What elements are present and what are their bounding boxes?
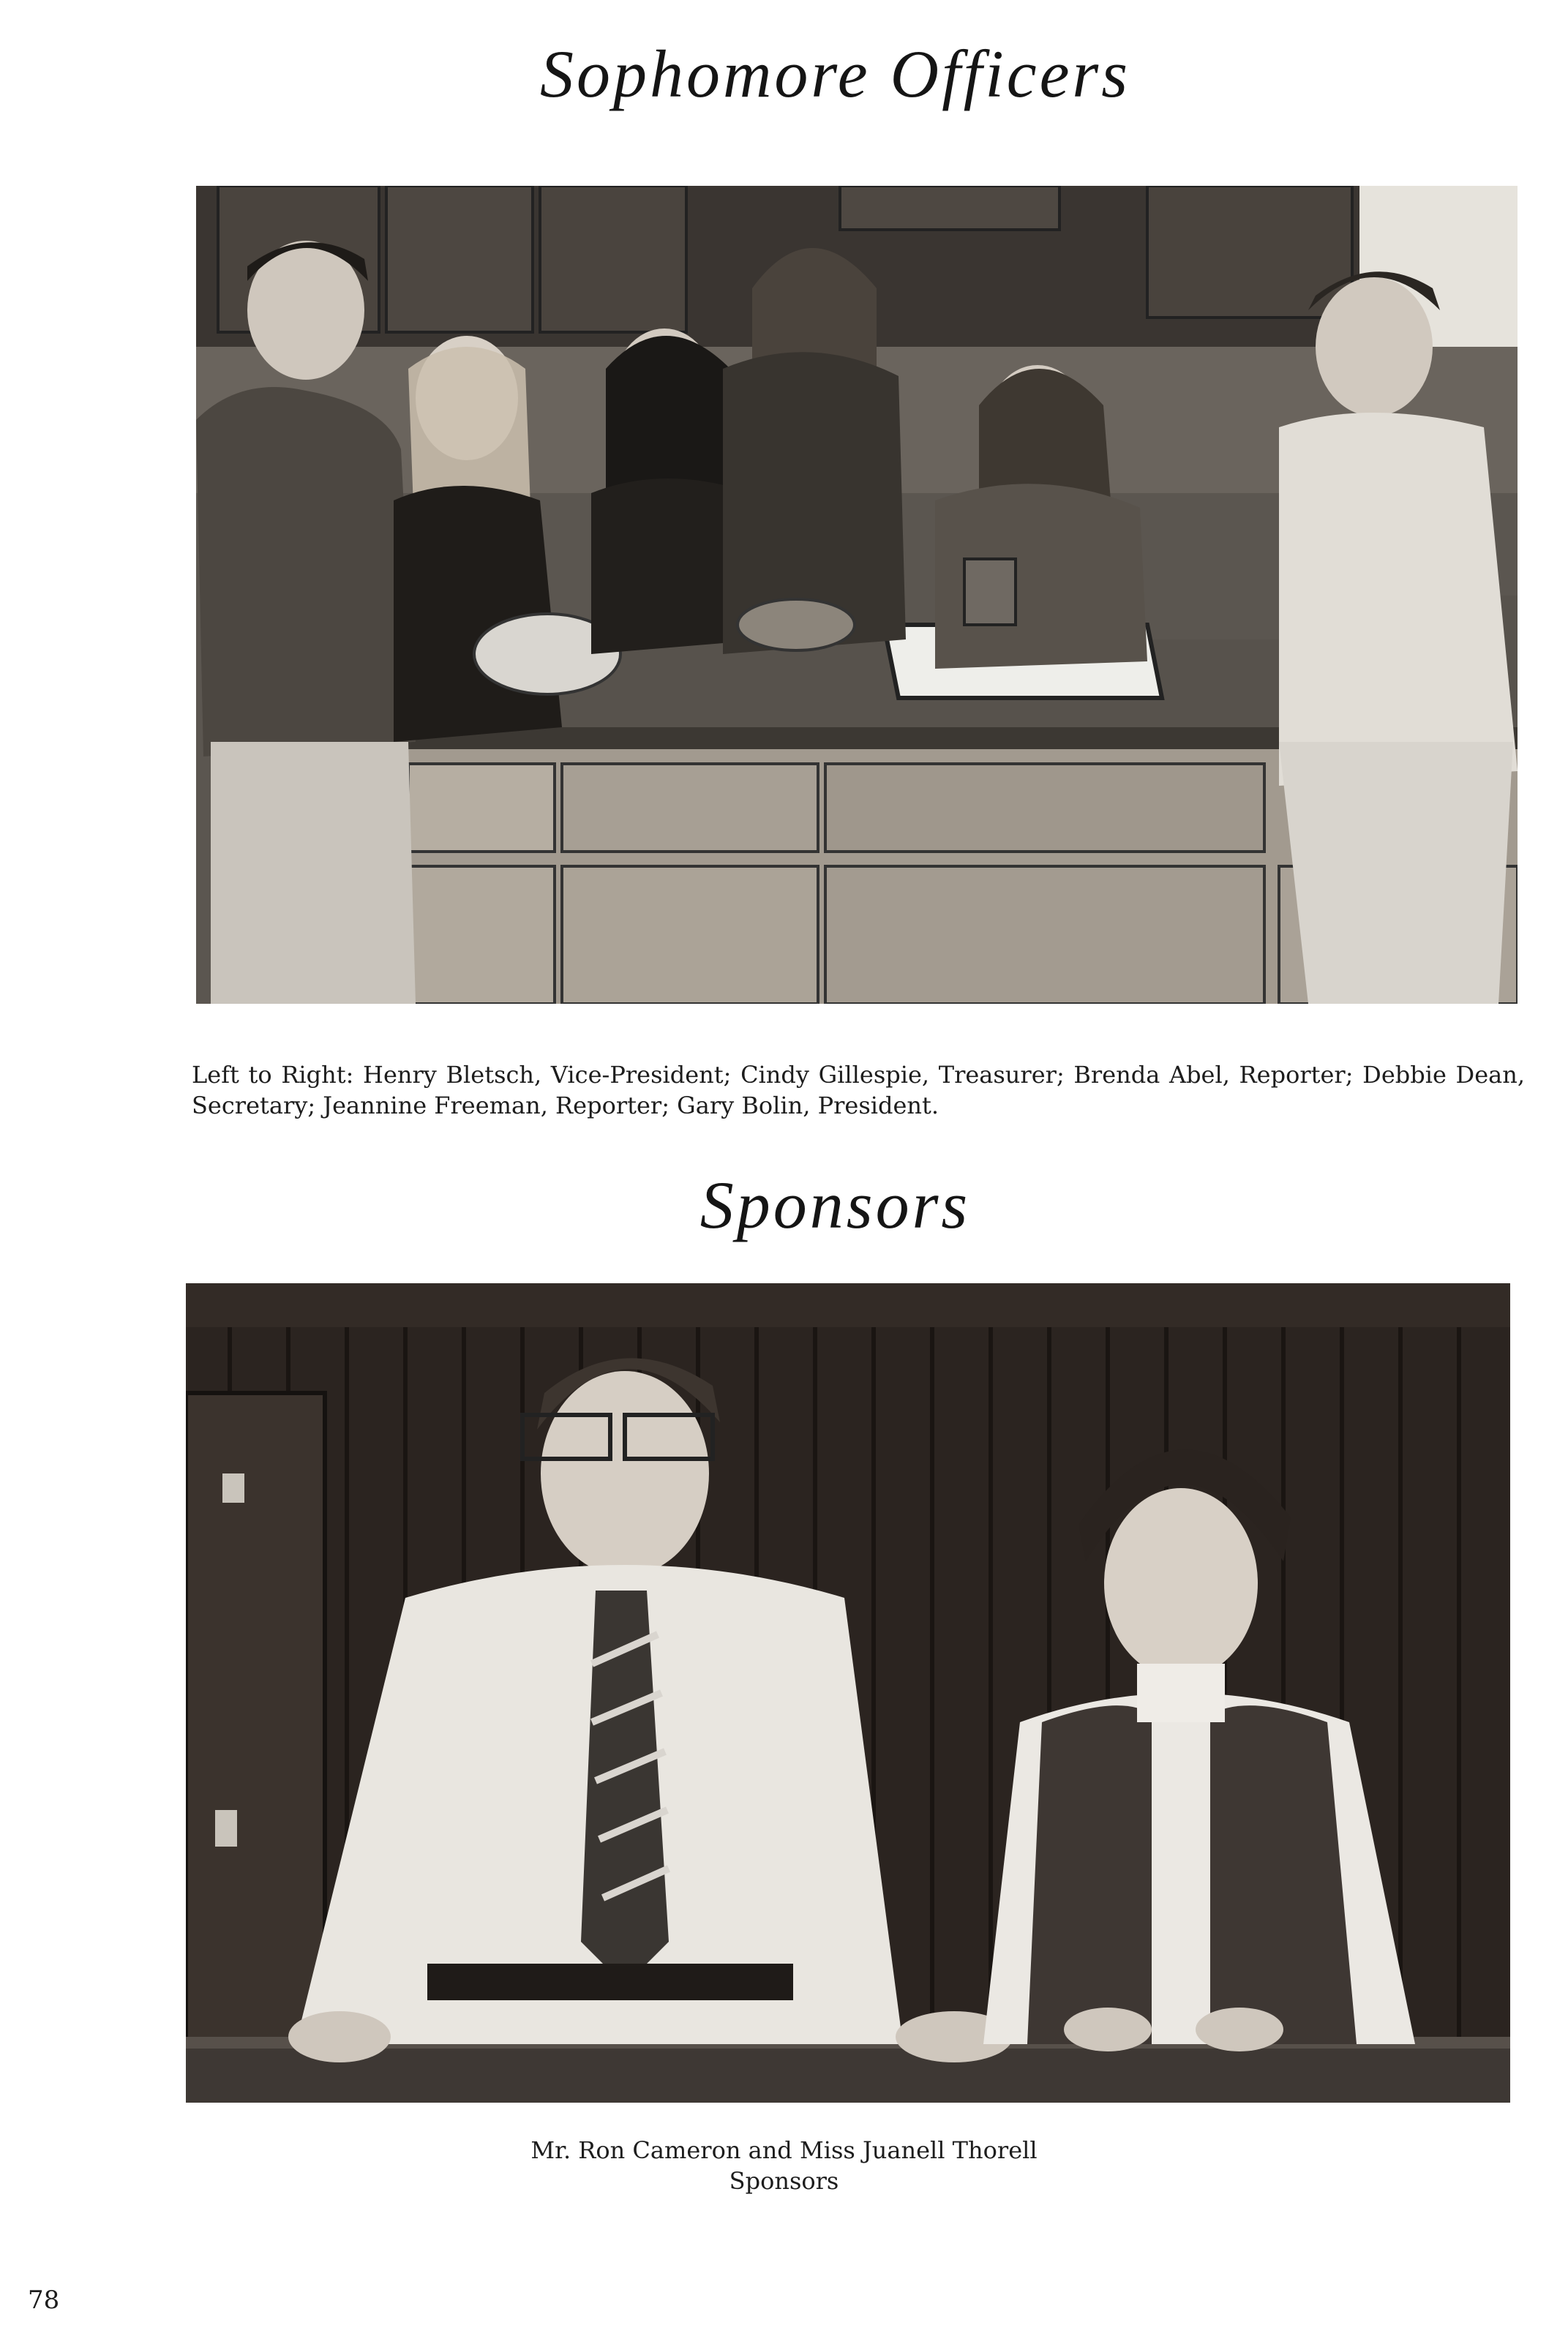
officers-photo — [196, 186, 1518, 1004]
page-number: 78 — [28, 2286, 60, 2315]
officers-heading: Sophomore Officers — [539, 37, 1131, 111]
sponsors-caption — [0, 2135, 1568, 2196]
sponsors-heading: Sponsors — [699, 1168, 971, 1242]
sponsors-caption-role: Sponsors — [729, 2167, 839, 2195]
sponsors-caption-names: Mr. Ron Cameron and Miss Juanell Thorell — [530, 2136, 1038, 2164]
officers-caption: Left to Right: Henry Bletsch, Vice-President; Cindy Gillespie, Treasurer; Brenda Abel, Reporter; Debbie Dean, Secretary; Jeannine Freeman, Reporter; Gary Bolin, President. — [192, 1061, 1525, 1119]
sponsors-photo — [186, 1283, 1510, 2103]
